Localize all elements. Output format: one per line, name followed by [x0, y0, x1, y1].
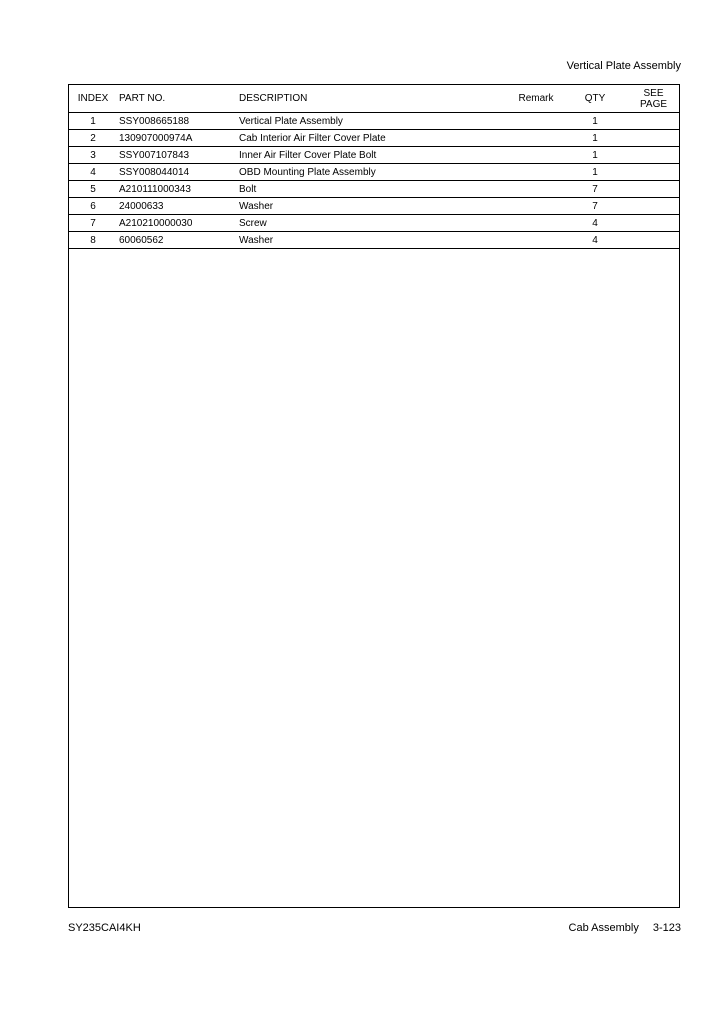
table-row [69, 232, 680, 249]
cell-description: OBD Mounting Plate Assembly [239, 164, 509, 181]
cell-see-page [627, 164, 680, 181]
cell-see-page [627, 215, 680, 232]
cell-index: 7 [69, 215, 117, 232]
cell-remark [509, 113, 563, 130]
cell-part-no: SSY007107843 [117, 147, 239, 164]
cell-description: Bolt [239, 181, 509, 198]
cell-remark [509, 198, 563, 215]
cell-index: 6 [69, 198, 117, 215]
cell-qty: 7 [563, 181, 627, 198]
cell-part-no: 60060562 [117, 232, 239, 249]
header-see-line2: PAGE [639, 98, 668, 110]
header-description: DESCRIPTION [239, 85, 509, 113]
cell-part-no: SSY008665188 [117, 113, 239, 130]
cell-description: Screw [239, 215, 509, 232]
cell-index: 8 [69, 232, 117, 249]
cell-remark [509, 130, 563, 147]
table-row [69, 147, 680, 164]
header-part-no: PART NO. [117, 85, 239, 113]
cell-index: 4 [69, 164, 117, 181]
cell-qty: 1 [563, 164, 627, 181]
table-row [69, 164, 680, 181]
cell-part-no: SSY008044014 [117, 164, 239, 181]
cell-remark [509, 147, 563, 164]
parts-list-frame [68, 84, 680, 908]
table-header-row [69, 85, 680, 113]
cell-see-page [627, 113, 680, 130]
footer-section-page [569, 922, 681, 934]
cell-part-no: A210111000343 [117, 181, 239, 198]
footer-model: SY235CAI4KH [68, 922, 141, 934]
header-see-line1: SEE [643, 87, 664, 99]
cell-part-no: 130907000974A [117, 130, 239, 147]
cell-qty: 1 [563, 147, 627, 164]
cell-qty: 7 [563, 198, 627, 215]
table-row [69, 215, 680, 232]
cell-remark [509, 164, 563, 181]
cell-index: 2 [69, 130, 117, 147]
table-row [69, 181, 680, 198]
header-see-page [627, 85, 680, 113]
cell-qty: 4 [563, 232, 627, 249]
cell-index: 1 [69, 113, 117, 130]
cell-see-page [627, 130, 680, 147]
cell-see-page [627, 147, 680, 164]
cell-remark [509, 232, 563, 249]
footer-section: Cab Assembly [568, 922, 639, 934]
cell-see-page [627, 198, 680, 215]
cell-part-no: 24000633 [117, 198, 239, 215]
cell-remark [509, 215, 563, 232]
cell-description: Washer [239, 232, 509, 249]
cell-description: Vertical Plate Assembly [239, 113, 509, 130]
cell-see-page [627, 181, 680, 198]
page-header-title: Vertical Plate Assembly [566, 60, 681, 72]
cell-qty: 1 [563, 130, 627, 147]
cell-index: 5 [69, 181, 117, 198]
header-qty: QTY [563, 85, 627, 113]
table-row [69, 113, 680, 130]
cell-qty: 4 [563, 215, 627, 232]
cell-index: 3 [69, 147, 117, 164]
cell-description: Inner Air Filter Cover Plate Bolt [239, 147, 509, 164]
header-index: INDEX [69, 85, 117, 113]
cell-qty: 1 [563, 113, 627, 130]
header-remark: Remark [509, 85, 563, 113]
cell-description: Washer [239, 198, 509, 215]
table-row [69, 130, 680, 147]
cell-remark [509, 181, 563, 198]
table-row [69, 198, 680, 215]
footer-page-number: 3-123 [652, 922, 681, 934]
cell-description: Cab Interior Air Filter Cover Plate [239, 130, 509, 147]
parts-table [69, 85, 680, 249]
cell-part-no: A210210000030 [117, 215, 239, 232]
cell-see-page [627, 232, 680, 249]
